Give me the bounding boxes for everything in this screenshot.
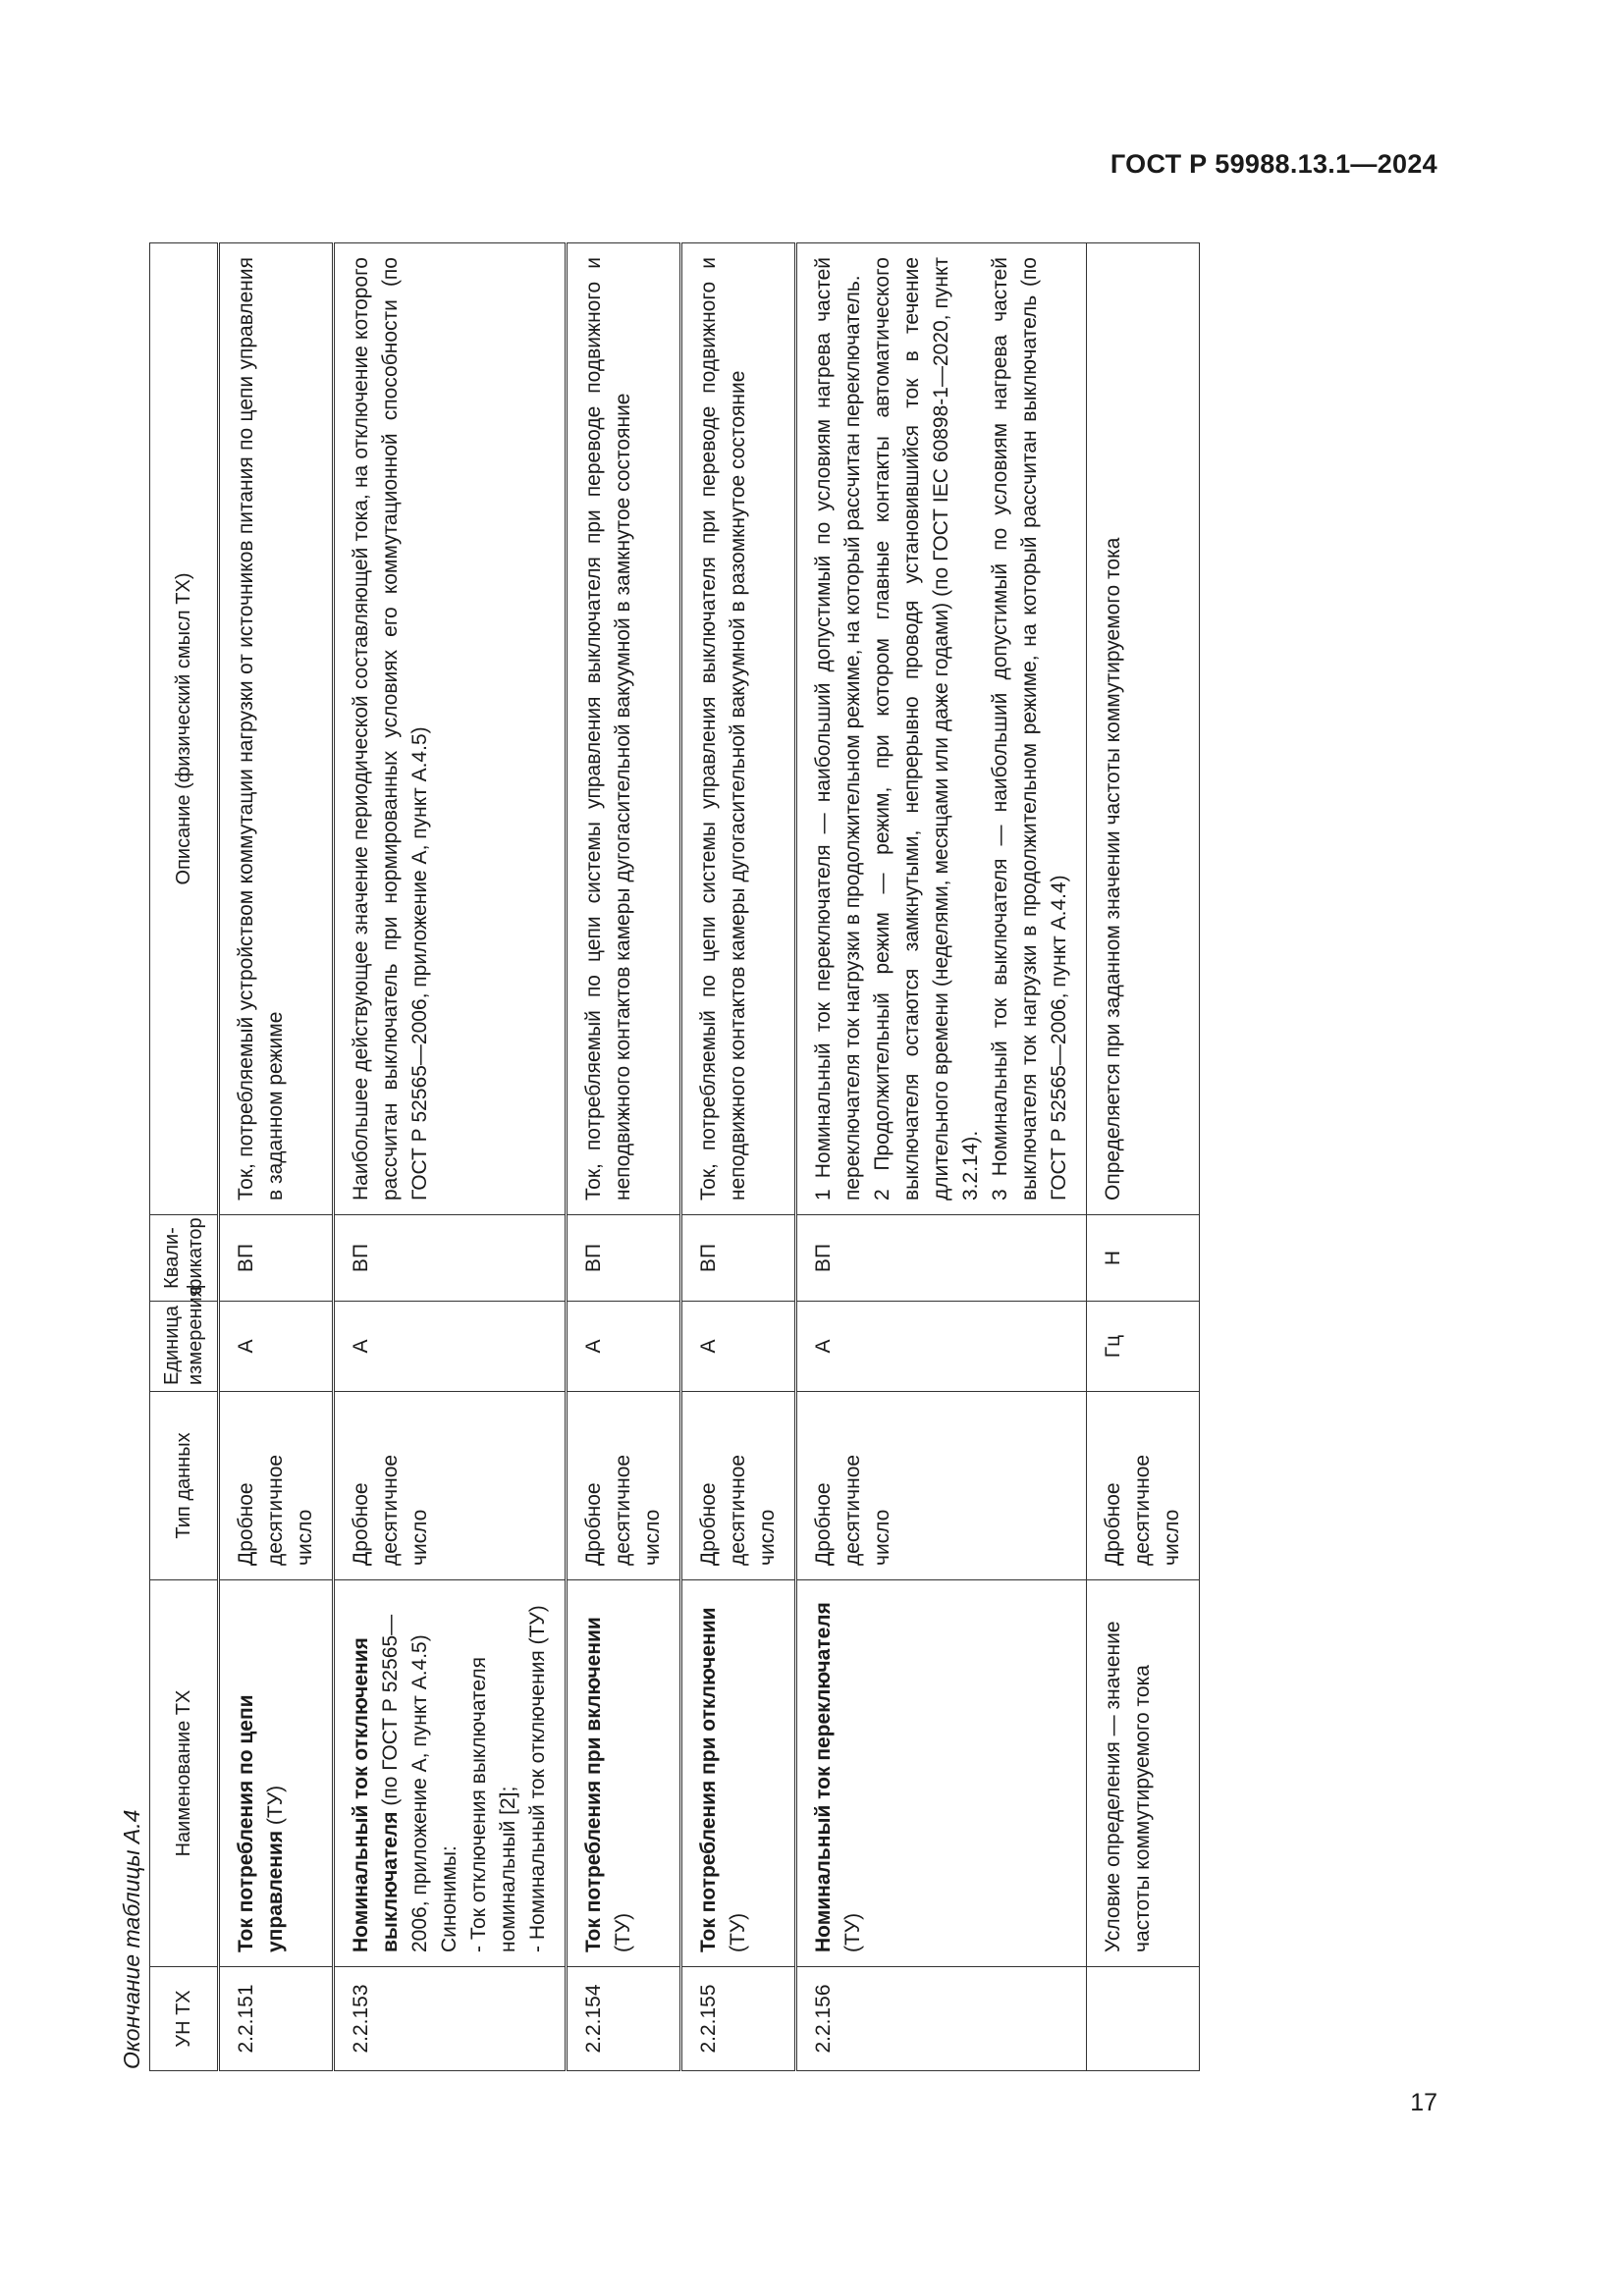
table-row: [681, 243, 796, 2071]
cell-qualifier: ВП: [219, 1215, 334, 1302]
cell-qualifier: ВП: [567, 1215, 681, 1302]
page-number: 17: [1410, 2089, 1437, 2116]
synonym-item: - Номинальный ток отключения (ТУ): [526, 1605, 549, 1952]
cell-un: 2.2.156: [796, 1967, 1087, 2071]
rotated-table-container: [114, 226, 1449, 2071]
col-header-qualifier: [150, 1215, 219, 1302]
col-header-type: Тип данных: [150, 1392, 219, 1580]
cell-unit: А: [567, 1302, 681, 1392]
cell-name: [796, 1580, 1087, 1967]
cell-unit: А: [219, 1302, 334, 1392]
col-header-description: Описание (физический смысл ТХ): [150, 243, 219, 1215]
description-note-3: 3 Номинальный ток выключателя — наибольший допустимый по условиям нагрева частей выключателя ток нагрузки в продолжительном режиме, на который рассчитан выключатель (по ГОСТ Р 52565—2006, пункт А.4.4): [989, 257, 1070, 1201]
cell-type: Дробное десятичное число: [334, 1392, 567, 1580]
col-header-unit-line1: Единица: [161, 1306, 183, 1385]
document-header: ГОСТ Р 59988.13.1—2024: [1110, 149, 1437, 179]
synonyms-label: Синонимы:: [438, 1845, 460, 1952]
col-header-unit: [150, 1286, 219, 1392]
cell-unit: А: [681, 1302, 796, 1392]
cell-name-suffix: (ТУ): [841, 1912, 864, 1952]
cell-type: Дробное десятичное число: [219, 1392, 334, 1580]
cell-un: 2.2.155: [681, 1967, 796, 2071]
col-header-un: УН ТХ: [150, 1967, 219, 2071]
cell-un: [1087, 1967, 1200, 2071]
cell-description: Ток, потребляемый устройством коммутации нагрузки от источников питания по цепи управления в заданном режиме: [219, 243, 334, 1215]
cell-name-bold: Ток потребления при включении: [582, 1617, 605, 1952]
cell-name-bold: Ток потребления при отключении: [697, 1607, 720, 1952]
cell-qualifier: Н: [1087, 1215, 1200, 1302]
col-header-qualifier-line1: Квали-: [161, 1227, 183, 1289]
cell-name: [681, 1580, 796, 1967]
cell-description: Определяется при заданном значении частоты коммутируемого тока: [1087, 243, 1200, 1215]
cell-description: [796, 243, 1087, 1215]
cell-name-bold: Номинальный ток отключения выключателя: [350, 1637, 402, 1952]
cell-type: Дробное десятичное число: [796, 1392, 1087, 1580]
table-row: [1087, 243, 1200, 2071]
cell-unit: Гц: [1087, 1302, 1200, 1392]
col-header-qualifier-line2: фикатор: [185, 1217, 206, 1295]
cell-unit: А: [334, 1302, 567, 1392]
cell-type: Дробное десятичное число: [681, 1392, 796, 1580]
table-row: [567, 243, 681, 2071]
cell-un: 2.2.154: [567, 1967, 681, 2071]
cell-name-suffix: (ТУ): [264, 1785, 287, 1831]
cell-name-suffix: (ТУ): [612, 1912, 634, 1952]
col-header-name: Наименование ТХ: [150, 1580, 219, 1967]
cell-name: Условие определения — значение частоты коммутируемого тока: [1087, 1580, 1200, 1967]
cell-qualifier: ВП: [796, 1215, 1087, 1302]
cell-name: [219, 1580, 334, 1967]
synonym-item: - Ток отключения выключателя номинальный [2];: [467, 1656, 519, 1952]
cell-name-bold: Номинальный ток переключателя: [812, 1602, 835, 1952]
cell-name: [334, 1580, 567, 1967]
cell-description: Ток, потребляемый по цепи системы управления выключателя при переводе подвижного и неподвижного контактов камеры дугогасительной вакуумной в замкнутое состояние: [567, 243, 681, 1215]
cell-type: Дробное десятичное число: [1087, 1392, 1200, 1580]
table-caption: Окончание таблицы А.4: [119, 1809, 144, 2069]
table-row: [796, 243, 1087, 2071]
cell-type: Дробное десятичное число: [567, 1392, 681, 1580]
col-header-unit-line2: измерения: [185, 1286, 206, 1385]
cell-name-bold: Ток потребления по цепи управления: [235, 1694, 287, 1952]
description-note-2: 2 Продолжительный режим — режим, при котором главные контакты автоматического выключателя остаются замкнутыми, непрерывно проводя установившийся ток в течение длительного времени (неделями, месяцами или даже годами) (по ГОСТ IEC 60898-1—2020, пункт 3.2.14).: [871, 257, 982, 1201]
cell-name: [567, 1580, 681, 1967]
description-note-1: 1 Номинальный ток переключателя — наибольший допустимый по условиям нагрева частей переключателя ток нагрузки в продолжительном режиме, на который рассчитан переключатель.: [812, 257, 864, 1201]
cell-qualifier: ВП: [681, 1215, 796, 1302]
table-row: [334, 243, 567, 2071]
table-row: [219, 243, 334, 2071]
cell-qualifier: ВП: [334, 1215, 567, 1302]
cell-un: 2.2.153: [334, 1967, 567, 2071]
cell-description: Наибольшее действующее значение периодической составляющей тока, на отключение которого рассчитан выключатель при нормированных условиях его коммутационной способности (по ГОСТ Р 52565—2006, приложение А, пункт А.4.5): [334, 243, 567, 1215]
cell-unit: А: [796, 1302, 1087, 1392]
table-header-row: [150, 243, 219, 2071]
cell-name-suffix: (ТУ): [727, 1912, 749, 1952]
cell-description: Ток, потребляемый по цепи системы управления выключателя при переводе подвижного и неподвижного контактов камеры дугогасительной вакуумной в разомкнутое состояние: [681, 243, 796, 1215]
cell-name-suffix: (по ГОСТ Р 52565—2006, приложение А, пункт А.4.5): [379, 1614, 431, 1952]
characteristics-table: [149, 242, 1200, 2071]
cell-un: 2.2.151: [219, 1967, 334, 2071]
